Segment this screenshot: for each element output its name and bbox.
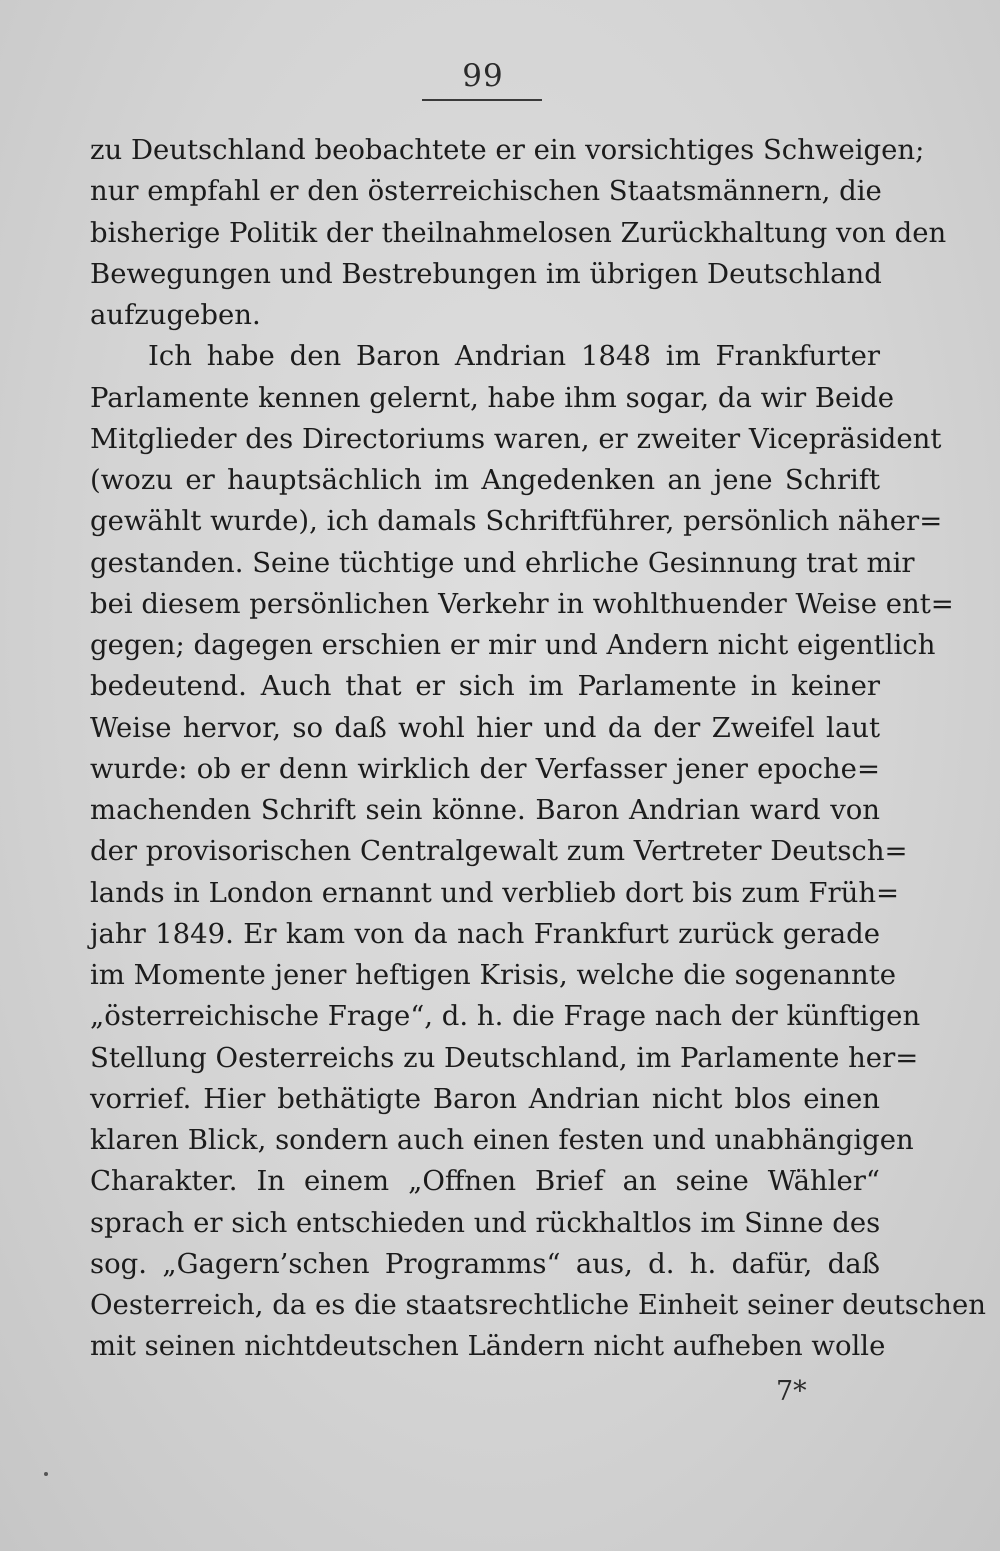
text-line: sog. „Gagern’schen Programms“ aus, d. h. dafür, daß xyxy=(90,1247,880,1280)
text-line: wurde: ob er denn wirklich der Verfasser jener epoche= xyxy=(90,752,880,785)
page-number: 99 xyxy=(462,58,504,94)
text-line: bei diesem persönlichen Verkehr in wohlthuender Weise ent= xyxy=(90,587,954,620)
text-line: machenden Schrift sein könne. Baron Andrian ward von xyxy=(90,794,880,826)
text-line: bisherige Politik der theilnahmelosen Zurückhaltung von den xyxy=(90,216,947,249)
text-line: sprach er sich entschieden und rückhaltlos im Sinne des xyxy=(90,1206,881,1239)
text-line: Oesterreich, da es die staatsrechtliche Einheit seiner deutschen xyxy=(90,1289,986,1321)
text-line: mit seinen nichtdeutschen Ländern nicht aufheben wolle xyxy=(90,1330,886,1363)
text-line: Charakter. In einem „Offnen Brief an seine Wähler“ xyxy=(90,1165,880,1198)
text-line: bedeutend. Auch that er sich im Parlamente in keiner xyxy=(90,670,880,703)
text-line: nur empfahl er den österreichischen Staatsmännern, die xyxy=(90,175,882,208)
text-line: gegen; dagegen erschien er mir und Andern nicht eigentlich xyxy=(90,629,936,661)
text-line: Bewegungen und Bestrebungen im übrigen Deutschland xyxy=(90,257,882,290)
text-line: lands in London ernannt und verblieb dort bis zum Früh= xyxy=(90,876,900,909)
text-line: gestanden. Seine tüchtige und ehrliche Gesinnung trat mir xyxy=(90,546,915,579)
text-line: im Momente jener heftigen Krisis, welche die sogenannte xyxy=(90,959,897,991)
text-line: Stellung Oesterreichs zu Deutschland, im Parlamente her= xyxy=(90,1041,919,1074)
text-line: der provisorischen Centralgewalt zum Vertreter Deutsch= xyxy=(90,835,908,868)
text-line: zu Deutschland beobachtete er ein vorsichtiges Schweigen; xyxy=(90,134,925,166)
header-rule xyxy=(422,99,542,101)
text-line: aufzugeben. xyxy=(90,299,261,331)
signature-mark: 7* xyxy=(776,1376,807,1407)
text-line: Weise hervor, so daß wohl hier und da der Zweifel laut xyxy=(90,711,880,744)
text-line: (wozu er hauptsächlich im Angedenken an jene Schrift xyxy=(90,464,880,496)
text-line: „österreichische Frage“, d. h. die Frage nach der künftigen xyxy=(90,1000,921,1033)
text-line: klaren Blick, sondern auch einen festen und unabhängigen xyxy=(90,1124,914,1156)
text-line: gewählt wurde), ich damals Schriftführer, persönlich näher= xyxy=(90,505,943,538)
paper-speck xyxy=(44,1472,48,1476)
text-line: Parlamente kennen gelernt, habe ihm sogar, da wir Beide xyxy=(90,381,894,414)
text-line: Mitglieder des Directoriums waren, er zweiter Vicepräsident xyxy=(90,422,942,455)
body-text xyxy=(90,130,986,1368)
text-line: vorrief. Hier bethätigte Baron Andrian nicht blos einen xyxy=(90,1082,880,1115)
text-line: jahr 1849. Er kam von da nach Frankfurt zurück gerade xyxy=(90,917,880,950)
text-line: Ich habe den Baron Andrian 1848 im Frankfurter xyxy=(148,340,880,373)
